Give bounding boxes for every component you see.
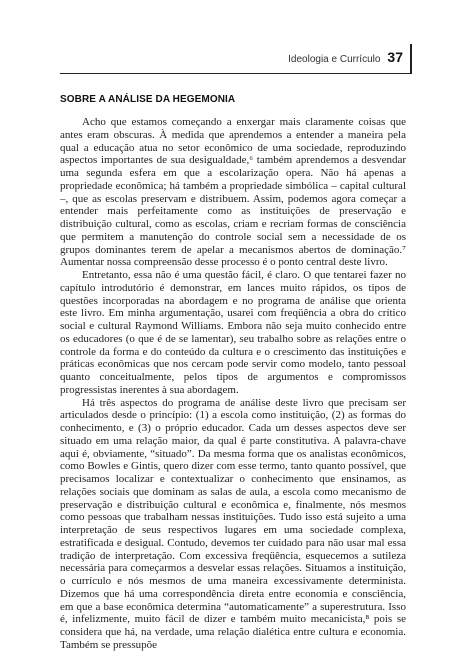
page-number: 37 (387, 49, 403, 65)
running-title: Ideologia e Currículo (288, 54, 381, 65)
header-horizontal-rule (60, 73, 411, 74)
paragraph: Entretanto, essa não é uma questão fácil, é claro. O que tentarei fazer no capítulo introdutório é demonstrar, em lances muito rápidos, os tipos de questões incorporadas na abordagem e no programa de análise que orienta este livro. Em minha argumentação, usarei com freqüência a obra do crítico social e cultural Raymond Williams. Embora não seja muito conhecido entre os educadores (o que é de se lamentar), seu trabalho sobre as relações entre o controle da forma e do conteúdo da cultura e o crescimento das instituições e práticas econômicas que nos cercam pode servir como modelo, tanto pessoal quanto conceitualmente, pelos tipos de argumentos e compromissos progressistas inerentes à sua abordagem. (60, 269, 406, 396)
section-title: SOBRE A ANÁLISE DA HEGEMONIA (60, 94, 236, 105)
paragraph: Há três aspectos do programa de análise deste livro que precisam ser articulados desde o princípio: (1) a escola como instituição, (2) as formas do conhecimento, e (3) o próprio educador. Cada um desses aspectos deve ser situado em uma relação maior, da qual é parte constitutiva. A palavra-chave aqui é, obviamente, “situado”. Da mesma forma que os analistas econômicos, como Bowles e Gintis, quero dizer com esse termo, tanto quanto possível, que precisamos localizar e contextualizar o conhecimento que ensinamos, as relações sociais que dominam as salas de aula, a escola como mecanismo de preservação e distribuição cultural e econômica e, finalmente, nós mesmos como pessoas que trabalham nessas instituições. Tudo isso está sujeito a uma interpretação de seus respectivos lugares em uma sociedade complexa, estratificada e desigual. Contudo, devemos ter cuidado para não usar mal essa tradição de interpretação. Com excessiva freqüência, esquecemos a sutileza necessária para começarmos a desvelar essas relações. Situamos a instituição, o currículo e nós mesmos de uma maneira excessivamente determinista. Dizemos que há uma correspondência direta entre economia e consciência, em que a base econômica determina “automaticamente” a superestrutura. Isso é, infelizmente, muito fácil de dizer e também muito mecanicista,⁸ pois se considera que há, na verdade, uma relação dialética entre cultura e economia. Também se pressupõe (60, 396, 406, 651)
body-text (60, 116, 406, 652)
running-head (288, 49, 403, 65)
header-vertical-rule (410, 44, 412, 74)
paragraph: Acho que estamos começando a enxergar mais claramente coisas que antes eram obscuras. À medida que aprendemos a entender a maneira pela qual a educação atua no setor econômico de uma sociedade, reproduzindo aspectos importantes de sua desigualdade,⁶ também aprendemos a desvendar uma segunda esfera em que a escolarização opera. Não há apenas a propriedade econômica; há também a propriedade simbólica – capital cultural –, que as escolas preservam e distribuem. Assim, podemos agora começar a entender mais perfeitamente como as instituições de preservação e distribuição cultural, como as escolas, criam e recriam formas de consciência que permitem a manutenção do controle social sem a necessidade de os grupos dominantes terem de apelar a mecanismos abertos de dominação.⁷ Aumentar nossa compreensão desse processo é o ponto central deste livro. (60, 116, 406, 269)
